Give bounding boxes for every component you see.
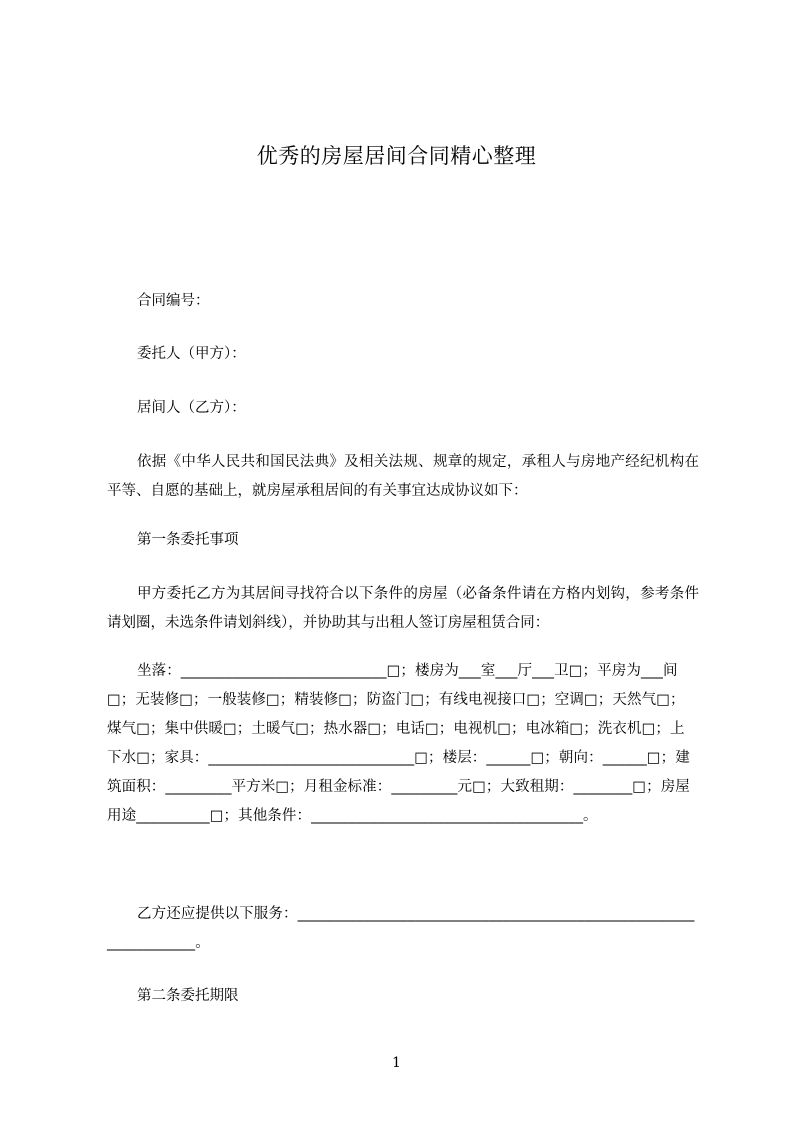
document-title: 优秀的房屋居间合同精心整理 [256, 144, 537, 168]
property-conditions-paragraph: 坐落：____________________________□；楼房为___室___厅___卫□；平房为___间□；无装修□；一般装修□；精装修□；防盗门□；有线电视接口□；空调□；天然气□；煤气□；集中供暖□；土暖气□；热水器□；电话□；电视机□；电冰箱□；洗衣机□；上下水□；家具：____________________________□；楼层：______□；朝向：______□；建筑面积：_________平方米□；月租金标准：_________元□；大致租期：________□；房屋用途__________□；其他条件：_____________________________________。 [107, 663, 690, 824]
article-1-heading: 第一条委托事项 [137, 532, 239, 548]
page-number: 1 [392, 1055, 401, 1071]
article-1-body: 甲方委托乙方为其居间寻找符合以下条件的房屋（必备条件请在方格内划钩，参考条件请划圈，未选条件请划斜线），并协助其与出租人签订房屋租赁合同： [107, 586, 699, 631]
services-paragraph: 乙方还应提供以下服务：__________________________________________________________________。 [107, 906, 695, 951]
preamble-paragraph: 依据《中华人民共和国民法典》及相关法规、规章的规定，承租人与房地产经纪机构在平等、自愿的基础上，就房屋承租居间的有关事宜达成协议如下： [107, 454, 699, 499]
party-b-label: 居间人（乙方）： [137, 400, 246, 416]
article-2-heading: 第二条委托期限 [137, 988, 239, 1004]
party-a-label: 委托人（甲方）： [137, 346, 246, 362]
contract-number-label: 合同编号： [137, 293, 210, 309]
